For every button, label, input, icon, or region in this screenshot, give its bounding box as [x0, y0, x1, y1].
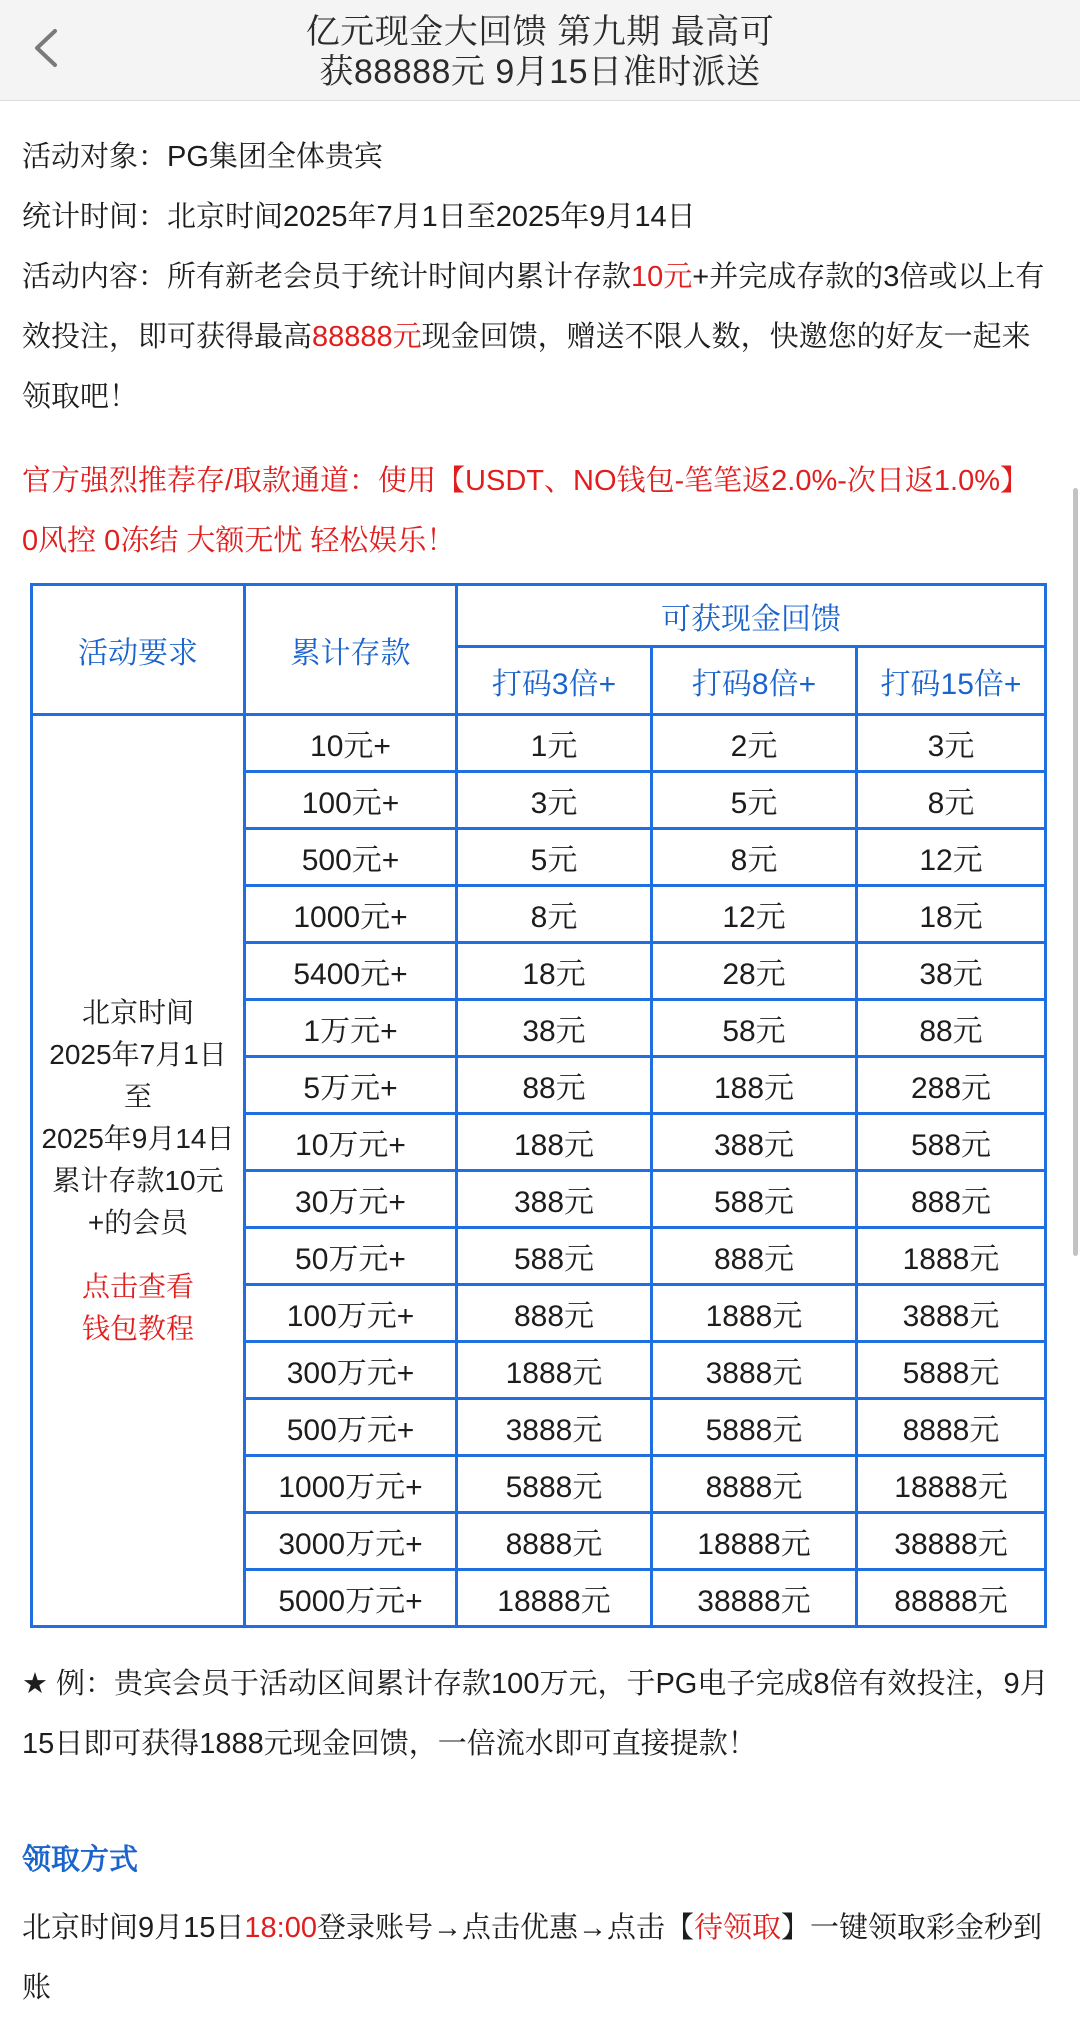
deposit-cell: 500元+ — [245, 829, 457, 886]
reward-15x-cell: 38元 — [857, 943, 1046, 1000]
table-row — [32, 715, 1046, 772]
reward-8x-cell: 5元 — [652, 772, 857, 829]
content-segment-highlight: 10元 — [631, 261, 693, 293]
deposit-cell: 1万元+ — [245, 1000, 457, 1057]
reward-3x-cell: 38元 — [457, 1000, 652, 1057]
requirement-line: +的会员 — [87, 1206, 189, 1238]
requirement-line: 累计存款10元 — [52, 1164, 224, 1196]
reward-3x-cell: 588元 — [457, 1228, 652, 1285]
claim-segment: 北京时间9月15日 — [22, 1912, 245, 1944]
reward-15x-cell: 1888元 — [857, 1228, 1046, 1285]
content-segment: +并完成存款的3倍或以上有效投注，即可获得最高 — [22, 261, 1045, 353]
chevron-left-icon — [29, 23, 63, 78]
reward-8x-cell: 8元 — [652, 829, 857, 886]
deposit-cell: 5000万元+ — [245, 1570, 457, 1627]
reward-8x-cell: 588元 — [652, 1171, 857, 1228]
recommended-channel-text — [22, 451, 1058, 571]
requirement-line: 2025年7月1日 — [49, 1038, 227, 1070]
deposit-cell: 1000万元+ — [245, 1456, 457, 1513]
header-deposit: 累计存款 — [245, 585, 457, 715]
claim-method-heading: 领取方式 — [22, 1844, 139, 1876]
requirement-line: 2025年9月14日 — [41, 1122, 235, 1154]
header-reward-group: 可获现金回馈 — [457, 585, 1046, 647]
reward-3x-cell: 18元 — [457, 943, 652, 1000]
reward-15x-cell: 18888元 — [857, 1456, 1046, 1513]
page-content — [0, 127, 1080, 2018]
header-wager-3x: 打码3倍+ — [457, 647, 652, 715]
claim-segment: 登录账号→点击优惠→点击【 — [316, 1912, 694, 1944]
reward-8x-cell: 38888元 — [652, 1570, 857, 1627]
reward-3x-cell: 3元 — [457, 772, 652, 829]
reward-8x-cell: 2元 — [652, 715, 857, 772]
reward-8x-cell: 58元 — [652, 1000, 857, 1057]
reward-15x-cell: 5888元 — [857, 1342, 1046, 1399]
reward-8x-cell: 12元 — [652, 886, 857, 943]
requirement-line: 北京时间 — [81, 996, 194, 1028]
deposit-cell: 500万元+ — [245, 1399, 457, 1456]
reward-8x-cell: 188元 — [652, 1057, 857, 1114]
header-requirement: 活动要求 — [32, 585, 245, 715]
reward-15x-cell: 18元 — [857, 886, 1046, 943]
reward-3x-cell: 1888元 — [457, 1342, 652, 1399]
deposit-cell: 100万元+ — [245, 1285, 457, 1342]
wallet-tutorial-link-line1: 点击查看 — [81, 1270, 194, 1302]
reward-3x-cell: 3888元 — [457, 1399, 652, 1456]
reward-8x-cell: 1888元 — [652, 1285, 857, 1342]
channel-line2: 0风控 0冻结 大额无忧 轻松娱乐！ — [22, 525, 456, 557]
deposit-cell: 300万元+ — [245, 1342, 457, 1399]
reward-15x-cell: 3元 — [857, 715, 1046, 772]
reward-8x-cell: 8888元 — [652, 1456, 857, 1513]
reward-3x-cell: 1元 — [457, 715, 652, 772]
requirement-cell — [32, 715, 245, 1627]
deposit-cell: 5万元+ — [245, 1057, 457, 1114]
reward-15x-cell: 3888元 — [857, 1285, 1046, 1342]
channel-line1: 官方强烈推荐存/取款通道：使用【USDT、NO钱包-笔笔返2.0%-次日返1.0%】 — [22, 465, 1030, 497]
reward-3x-cell: 88元 — [457, 1057, 652, 1114]
reward-15x-cell: 8元 — [857, 772, 1046, 829]
activity-time-text: 统计时间：北京时间2025年7月1日至2025年9月14日 — [22, 201, 696, 233]
content-segment: 现金回馈，赠送不限人数，快邀您的好友一起来领取吧！ — [22, 321, 1031, 413]
deposit-cell: 5400元+ — [245, 943, 457, 1000]
claim-segment-time: 18:00 — [244, 1912, 317, 1944]
reward-3x-cell: 5888元 — [457, 1456, 652, 1513]
deposit-cell: 10元+ — [245, 715, 457, 772]
back-button[interactable] — [22, 26, 70, 74]
requirement-line: 至 — [123, 1080, 152, 1112]
header-wager-15x: 打码15倍+ — [857, 647, 1046, 715]
reward-8x-cell: 5888元 — [652, 1399, 857, 1456]
page-title-line2: 获88888元 9月15日准时派送 — [319, 53, 761, 91]
reward-15x-cell: 38888元 — [857, 1513, 1046, 1570]
reward-15x-cell: 888元 — [857, 1171, 1046, 1228]
rewards-table — [30, 583, 1047, 1628]
scrollbar-thumb[interactable] — [1073, 488, 1078, 1256]
example-text: ★ 例：贵宾会员于活动区间累计存款100万元，于PG电子完成8倍有效投注，9月15日即可获得1888元现金回馈，一倍流水即可直接提款！ — [22, 1668, 1049, 1760]
content-segment: 活动内容：所有新老会员于统计时间内累计存款 — [22, 261, 632, 293]
reward-15x-cell: 88元 — [857, 1000, 1046, 1057]
deposit-cell: 50万元+ — [245, 1228, 457, 1285]
reward-3x-cell: 8888元 — [457, 1513, 652, 1570]
claim-segment-pending: 待领取 — [693, 1912, 781, 1944]
reward-8x-cell: 3888元 — [652, 1342, 857, 1399]
reward-3x-cell: 188元 — [457, 1114, 652, 1171]
reward-15x-cell: 12元 — [857, 829, 1046, 886]
reward-3x-cell: 888元 — [457, 1285, 652, 1342]
activity-content-text — [22, 247, 1058, 427]
reward-3x-cell: 388元 — [457, 1171, 652, 1228]
reward-15x-cell: 288元 — [857, 1057, 1046, 1114]
table-header-row — [32, 585, 1046, 647]
activity-target-text: 活动对象：PG集团全体贵宾 — [22, 141, 383, 173]
page-title-line1: 亿元现金大回馈 第九期 最高可 — [305, 13, 775, 51]
app-header — [0, 0, 1080, 101]
page-title — [0, 0, 1080, 92]
reward-3x-cell: 5元 — [457, 829, 652, 886]
reward-15x-cell: 8888元 — [857, 1399, 1046, 1456]
wallet-tutorial-link-line2: 钱包教程 — [81, 1312, 194, 1344]
reward-15x-cell: 588元 — [857, 1114, 1046, 1171]
reward-3x-cell: 8元 — [457, 886, 652, 943]
reward-3x-cell: 18888元 — [457, 1570, 652, 1627]
deposit-cell: 100元+ — [245, 772, 457, 829]
reward-15x-cell: 88888元 — [857, 1570, 1046, 1627]
reward-8x-cell: 18888元 — [652, 1513, 857, 1570]
content-segment-highlight: 88888元 — [312, 321, 422, 353]
reward-8x-cell: 888元 — [652, 1228, 857, 1285]
deposit-cell: 1000元+ — [245, 886, 457, 943]
wallet-tutorial-link[interactable] — [37, 1266, 239, 1350]
reward-8x-cell: 388元 — [652, 1114, 857, 1171]
deposit-cell: 30万元+ — [245, 1171, 457, 1228]
reward-8x-cell: 28元 — [652, 943, 857, 1000]
header-wager-8x: 打码8倍+ — [652, 647, 857, 715]
claim-segment: 】一键领取彩金秒到账 — [22, 1912, 1043, 2004]
claim-method-text — [22, 1898, 1058, 2018]
deposit-cell: 3000万元+ — [245, 1513, 457, 1570]
deposit-cell: 10万元+ — [245, 1114, 457, 1171]
